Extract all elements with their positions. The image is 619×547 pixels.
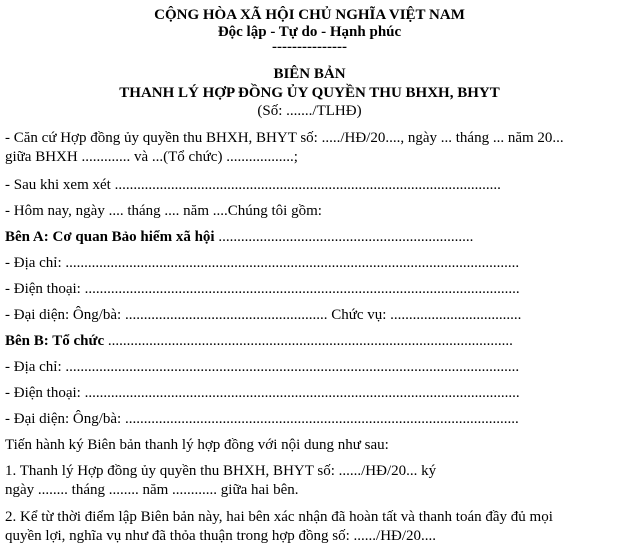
party-b-heading (0, 332, 619, 350)
party-b-representative: - Đại diện: Ông/bà: ......................................................................................................... (5, 411, 519, 427)
party-b-title-dots: ............................................................................................................ (104, 333, 513, 349)
party-b-title: Bên B: Tổ chức (5, 333, 105, 349)
party-b-phone: - Điện thoại: .................................................................................................................... (5, 385, 520, 401)
country-heading: CỘNG HÒA XÃ HỘI CHỦ NGHĨA VIỆT NAM (154, 7, 465, 23)
party-a-phone: - Điện thoại: .................................................................................................................... (5, 281, 520, 297)
heading-divider: --------------- (272, 39, 347, 55)
party-a-heading (0, 228, 619, 246)
basis-line-1: - Căn cứ Hợp đồng ủy quyền thu BHXH, BHYT số: ...../HĐ/20...., ngày ... tháng ... năm 20... (5, 130, 564, 146)
today-line: - Hôm nay, ngày .... tháng .... năm ....Chúng tôi gồm: (5, 203, 322, 219)
document-subtitle: THANH LÝ HỢP ĐỒNG ỦY QUYỀN THU BHXH, BHYT (119, 85, 500, 101)
after-review-line: - Sau khi xem xét ....................................................................................................... (5, 177, 501, 193)
item-2-line-2: quyền lợi, nghĩa vụ như đã thỏa thuận trong hợp đồng số: ....../HĐ/20.... (5, 528, 437, 544)
item-1-line-1: 1. Thanh lý Hợp đồng ủy quyền thu BHXH, BHYT số: ....../HĐ/20... ký (5, 463, 437, 479)
party-b-address: - Địa chỉ: ......................................................................................................................... (5, 359, 520, 375)
party-a-title: Bên A: Cơ quan Bảo hiểm xã hội (5, 229, 215, 245)
item-2-line-1: 2. Kể từ thời điểm lập Biên bản này, hai bên xác nhận đã hoàn tất và thanh toán đầy đủ mọi (5, 509, 553, 525)
party-a-address: - Địa chỉ: ......................................................................................................................... (5, 255, 520, 271)
party-a-title-dots: .................................................................... (214, 229, 474, 245)
party-a-representative: - Đại diện: Ông/bà: ...................................................... Chức vụ: ................................... (5, 307, 522, 323)
item-1-line-2: ngày ........ tháng ........ năm ............ giữa hai bên. (5, 482, 299, 498)
proceed-line: Tiến hành ký Biên bản thanh lý hợp đồng với nội dung như sau: (5, 437, 389, 453)
document-title: BIÊN BẢN (273, 66, 346, 82)
basis-line-2: giữa BHXH ............. và ...(Tổ chức) ..................; (5, 149, 298, 165)
motto: Độc lập - Tự do - Hạnh phúc (217, 24, 402, 40)
document-number: (Số: ......./TLHĐ) (257, 103, 362, 119)
